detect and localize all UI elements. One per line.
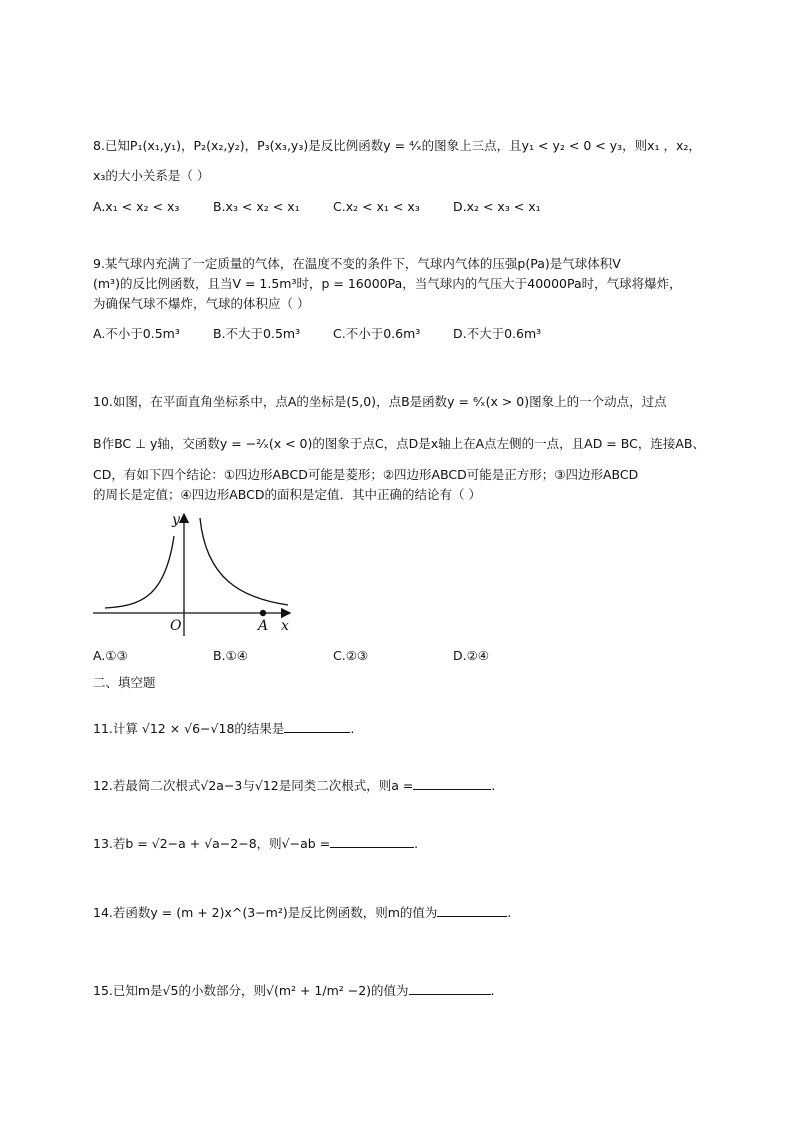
point-a-marker — [260, 610, 266, 616]
curve-right-branch — [200, 518, 288, 605]
q12-end: . — [491, 778, 496, 793]
q9-stem-line2: (m³)的反比例函数，且当V = 1.5m³时，p = 16000Pa，当气球内的气压大于40000Pa时，气球将爆炸， — [93, 276, 682, 291]
q8-option-c[interactable]: C.x₂ < x₁ < x₃ — [333, 199, 420, 214]
q9-stem-line1: 9.某气球内充满了一定质量的气体，在温度不变的条件下，气球内气体的压强p(Pa)是气球体积V — [93, 256, 621, 271]
q15 — [93, 982, 495, 999]
q14 — [93, 904, 511, 921]
q8-option-d[interactable]: D.x₂ < x₃ < x₁ — [453, 199, 541, 214]
q9-option-b[interactable]: B.不大于0.5m³ — [213, 326, 301, 341]
q13-answer-blank[interactable] — [330, 835, 414, 848]
q14-text: 14.若函数y = (m + 2)x^(3−m²)是反比例函数，则m的值为 — [93, 905, 438, 920]
q13-end: . — [414, 836, 419, 851]
q13-text: 13.若b = √2−a + √a−2−8，则√−ab = — [93, 836, 331, 851]
q10-option-b[interactable]: B.①④ — [213, 648, 248, 663]
q13 — [93, 835, 418, 852]
origin-label: O — [170, 618, 182, 634]
q9-option-c[interactable]: C.不小于0.6m³ — [333, 326, 421, 341]
point-a-label: A — [258, 618, 269, 634]
q11-end: . — [350, 721, 355, 736]
q11 — [93, 720, 354, 737]
q11-answer-blank[interactable] — [284, 720, 350, 733]
q10-option-a[interactable]: A.①③ — [93, 648, 128, 663]
y-axis-label: y — [172, 512, 180, 528]
q15-answer-blank[interactable] — [409, 982, 491, 995]
q12-answer-blank[interactable] — [413, 777, 491, 790]
q11-text: 11.计算 √12 × √6−√18的结果是 — [93, 721, 285, 736]
q9-option-a[interactable]: A.不小于0.5m³ — [93, 326, 180, 341]
q12 — [93, 777, 495, 794]
q14-answer-blank[interactable] — [437, 904, 507, 917]
q8-option-b[interactable]: B.x₃ < x₂ < x₁ — [213, 199, 300, 214]
q8-stem-line2: x₃的大小关系是（ ） — [93, 168, 210, 183]
q12-text: 12.若最简二次根式√2a−3与√12是同类二次根式，则a = — [93, 778, 414, 793]
q9-option-d[interactable]: D.不大于0.6m³ — [453, 326, 542, 341]
section-title: 二、填空题 — [93, 675, 156, 690]
q8-stem-line1: 8.已知P₁(x₁,y₁)，P₂(x₂,y₂)，P₃(x₃,y₃)是反比例函数y = ⁴⁄ₓ的图象上三点，且y₁ < y₂ < 0 < y₃，则x₁ ，x₂， — [93, 138, 701, 153]
q9-stem-line3: 为确保气球不爆炸，气球的体积应（ ） — [93, 296, 310, 311]
q8-option-a[interactable]: A.x₁ < x₂ < x₃ — [93, 199, 180, 214]
q10-option-c[interactable]: C.②③ — [333, 648, 369, 663]
q10-stem-line1: 10.如图，在平面直角坐标系中，点A的坐标是(5,0)，点B是函数y = ⁶⁄ₓ(x > 0)图象上的一个动点，过点 — [93, 394, 667, 409]
q15-end: . — [490, 983, 495, 998]
q10-stem-line2: B作BC ⊥ y轴，交函数y = −²⁄ₓ(x < 0)的图象于点C，点D是x轴上在A点左侧的一点，且AD = BC，连接AB、 — [93, 436, 705, 451]
q14-end: . — [507, 905, 512, 920]
q10-stem-line3: CD，有如下四个结论：①四边形ABCD可能是菱形；②四边形ABCD可能是正方形；③四边形ABCD — [93, 467, 639, 482]
curve-left-branch — [105, 536, 174, 608]
q10-stem-line4: 的周长是定值；④四边形ABCD的面积是定值．其中正确的结论有（ ） — [93, 487, 481, 502]
x-axis-label: x — [281, 618, 289, 634]
q15-text: 15.已知m是√5的小数部分，则√(m² + 1/m² −2)的值为 — [93, 983, 409, 998]
q10-figure — [90, 508, 310, 638]
q10-option-d[interactable]: D.②④ — [453, 648, 490, 663]
